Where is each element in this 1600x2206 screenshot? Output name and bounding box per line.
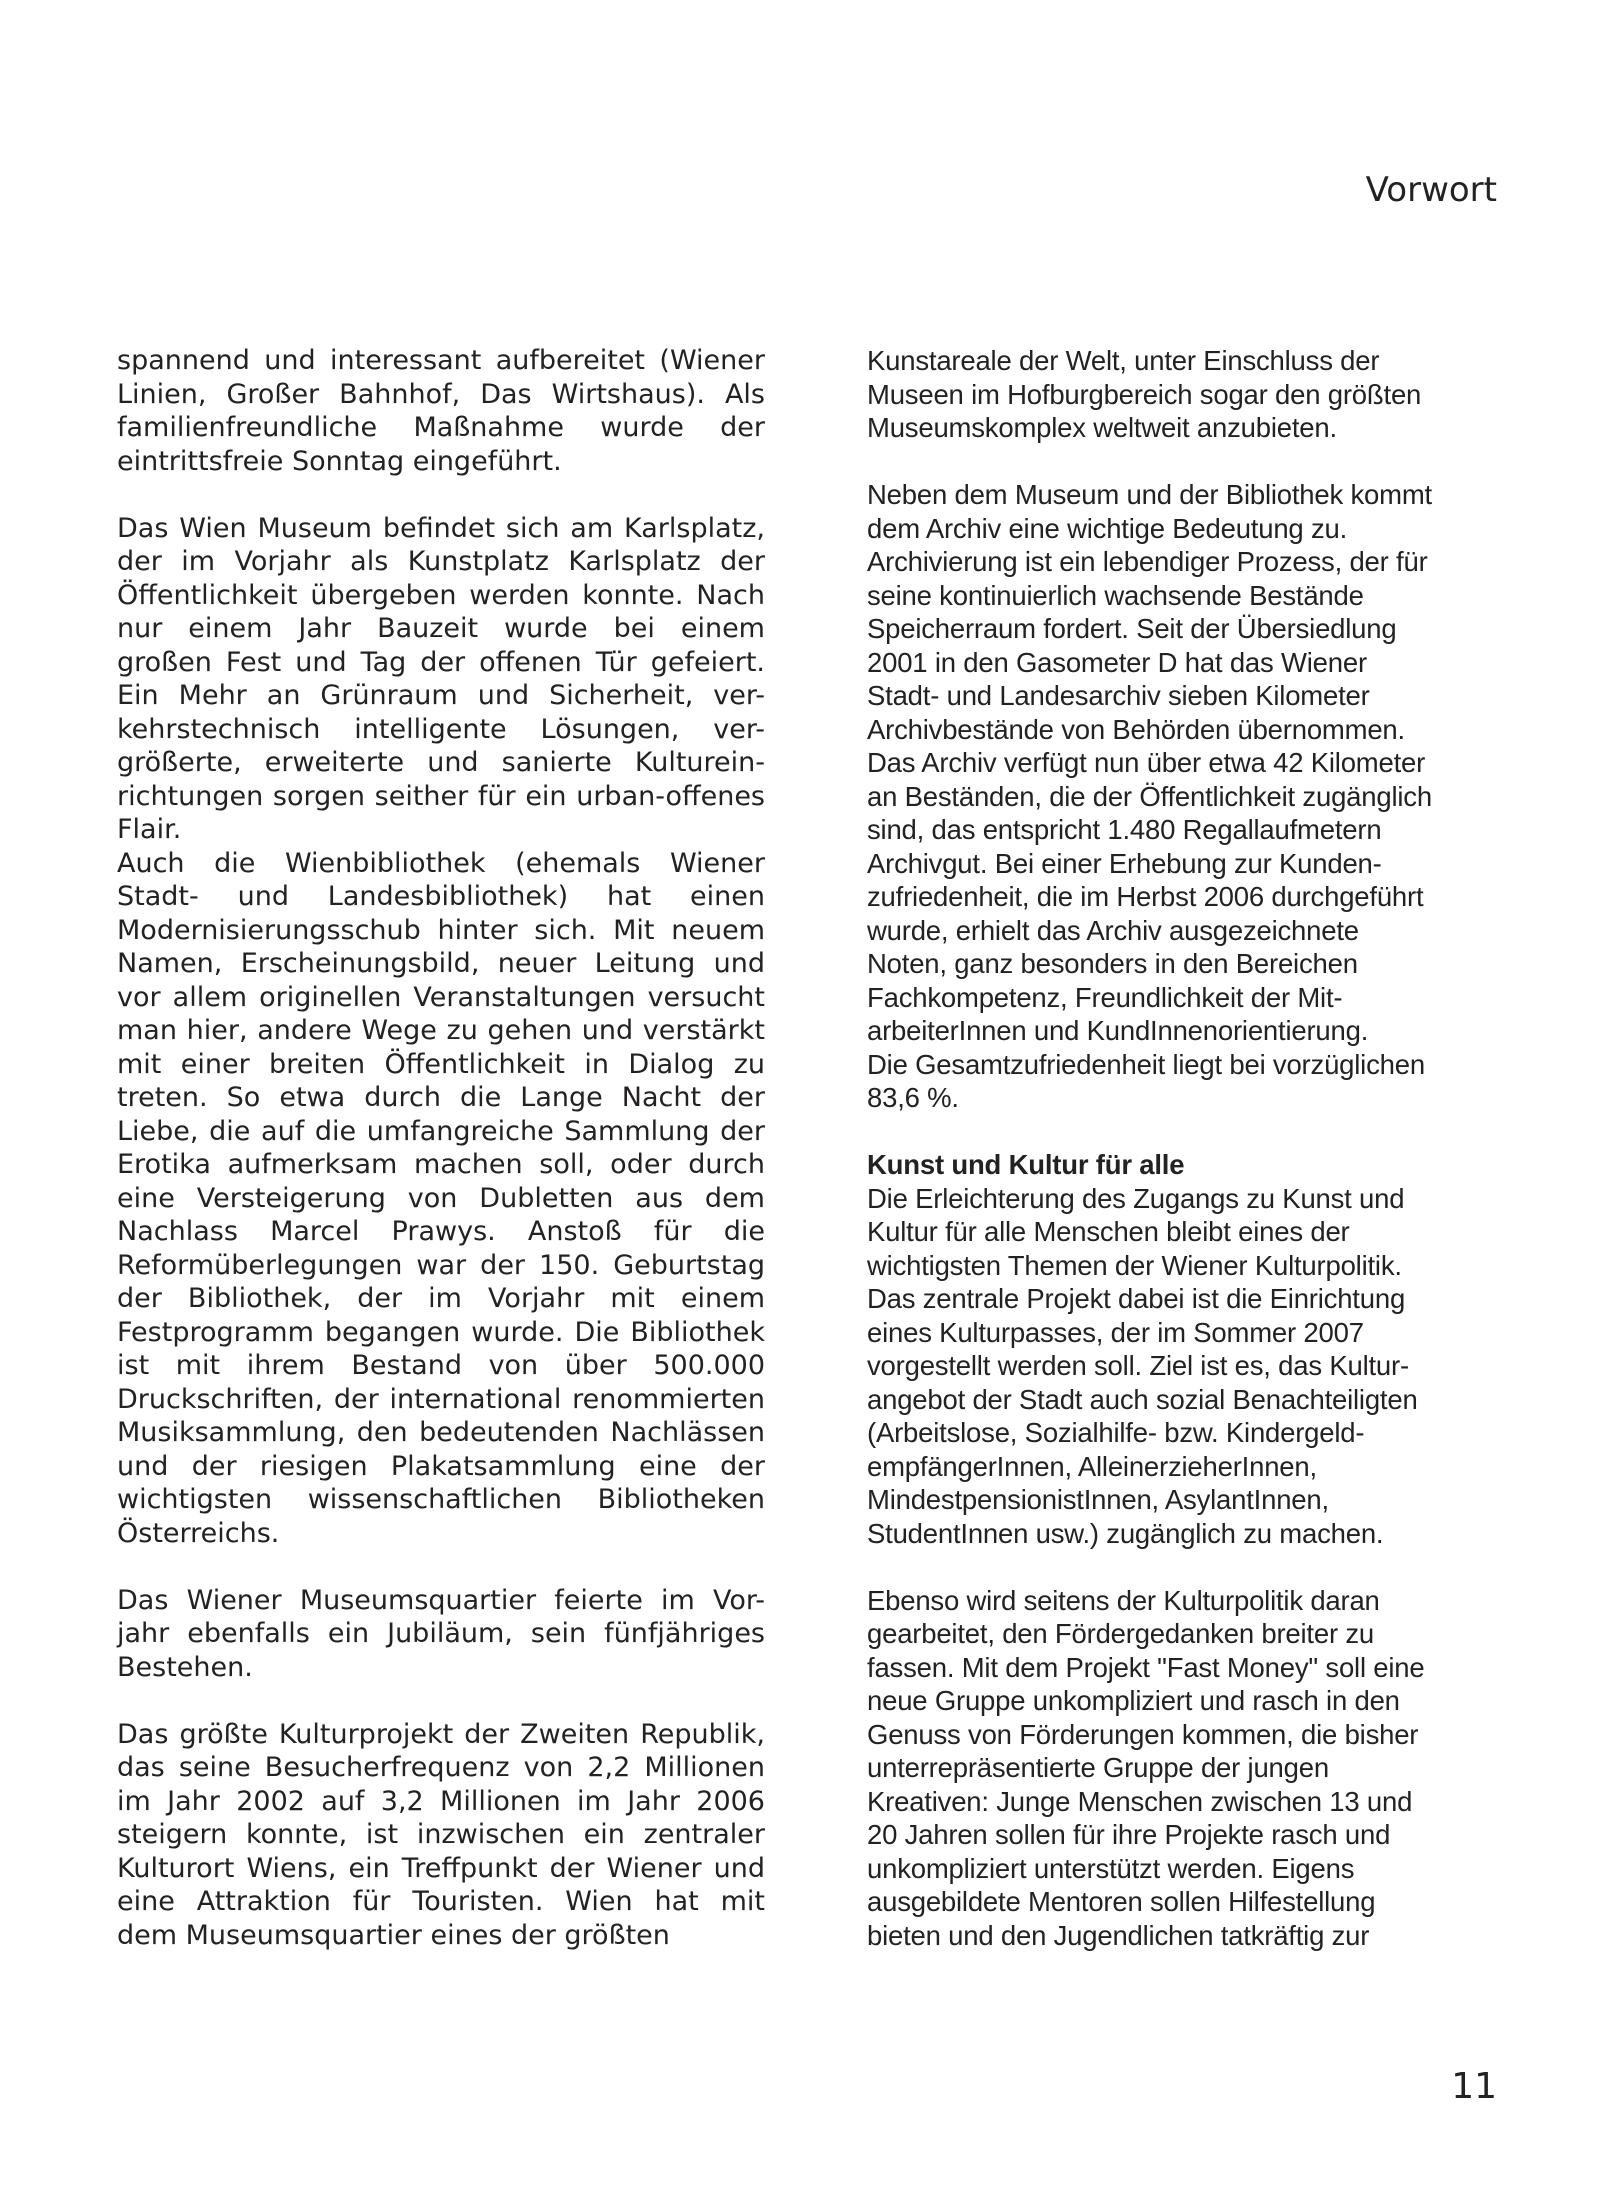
text-line: Neben dem Museum und der Bibliothek kommt [867,479,1432,510]
page-number: 11 [1451,2066,1497,2107]
text-column-right [867,344,1512,1952]
text-line: Auch die Wienbibliothek (ehemals Wiener [117,847,765,879]
text-line: Reformüberlegungen war der 150. Geburtstag [117,1249,765,1281]
text-line: vor allem originellen Veranstaltungen versucht [117,981,765,1013]
text-line: Die Gesamtzufriedenheit liegt bei vorzüglichen [867,1048,1425,1080]
text-line: Museen im Hofburgbereich sogar den größten [867,378,1422,410]
text-line: Stadt- und Landesarchiv sieben Kilometer [867,680,1370,711]
text-line: unkompliziert unterstützt werden. Eigens [867,1852,1355,1884]
text-line: der Bibliothek, der im Vorjahr mit einem [117,1283,765,1314]
text-line: Liebe, die auf die umfangreiche Sammlung der [117,1115,765,1147]
text-line: Nachlass Marcel Prawys. Anstoß für die [117,1216,765,1247]
text-line: Archivgut. Bei einer Erhebung zur Kunden- [867,847,1382,879]
text-line: wichtigsten Themen der Wiener Kulturpolitik. [867,1249,1402,1281]
text-line: gearbeitet, den Fördergedanken breiter zu [867,1618,1374,1649]
text-line: Das Archiv verfügt nun über etwa 42 Kilometer [867,747,1426,778]
text-column-left [117,344,765,1952]
text-line: Modernisierungsschub hinter sich. Mit neuem [117,914,765,946]
text-line: familienfreundliche Maßnahme wurde der [117,412,765,443]
text-line: und der riesigen Plakatsammlung eine der [117,1450,765,1482]
text-line: Speicherraum fordert. Seit der Übersiedlung [867,613,1397,644]
text-line: Kreativen: Junge Menschen zwischen 13 und [867,1785,1413,1817]
text-line: Ebenso wird seitens der Kulturpolitik daran [867,1584,1380,1616]
blank-line [867,1550,1512,1584]
text-line: nur einem Jahr Bauzeit wurde bei einem [117,613,765,644]
text-line: Kunstareale der Welt, unter Einschluss der [867,345,1380,376]
text-line: Kultur für alle Menschen bleibt eines der [867,1216,1350,1247]
text-line: Archivbestände von Behörden übernommen. [867,713,1405,745]
text-line: Öffentlichkeit übergeben werden konnte. Nach [117,579,765,611]
text-line: Musiksammlung, den bedeutenden Nachlässen [117,1417,765,1448]
text-line: Kulturort Wiens, ein Treffpunkt der Wiener und [117,1852,765,1884]
text-line: Namen, Erscheinungsbild, neuer Leitung und [117,948,765,979]
text-line: im Jahr 2002 auf 3,2 Millionen im Jahr 2006 [117,1785,765,1817]
text-line: Bestehen. [117,1651,253,1683]
text-line: spannend und interessant aufbereitet (Wiener [117,345,765,376]
text-line: fassen. Mit dem Projekt "Fast Money" soll eine [867,1651,1425,1683]
text-line: sind, das entspricht 1.480 Regallaufmetern [867,814,1382,845]
text-line: Das zentrale Projekt dabei ist die Einrichtung [867,1283,1406,1314]
text-line: eintrittsfreie Sonntag eingeführt. [117,445,562,477]
text-line: ist mit ihrem Bestand von über 500.000 [117,1350,765,1381]
section-subheading: Kunst und Kultur für alle [867,1149,1185,1180]
text-line: mit einer breiten Öffentlichkeit in Dialog zu [117,1048,765,1080]
blank-line [867,445,1512,479]
text-line: 2001 in den Gasometer D hat das Wiener [867,646,1367,678]
text-line: 83,6 %. [867,1082,959,1113]
text-line: steigern konnte, ist inzwischen ein zentraler [117,1819,765,1850]
text-line: jahr ebenfalls ein Jubiläum, sein fünfjähriges [117,1618,765,1649]
text-line: StudentInnen usw.) zugänglich zu machen. [867,1517,1384,1549]
text-line: bieten und den Jugendlichen tatkräftig zur [867,1919,1370,1951]
text-line: seine kontinuierlich wachsende Bestände [867,579,1364,611]
text-line: dem Museumsquartier eines der größten [117,1919,670,1951]
text-line: Festprogramm begangen wurde. Die Bibliothek [117,1316,765,1348]
text-line: angebot der Stadt auch sozial Benachteiligten [867,1383,1418,1415]
text-line: Stadt- und Landesbibliothek) hat einen [117,881,765,912]
text-line: empfängerInnen, AlleinerzieherInnen, [867,1450,1317,1482]
text-line: kehrstechnisch intelligente Lösungen, ver- [117,713,765,745]
text-line: Fachkompetenz, Freundlichkeit der Mit- [867,981,1343,1013]
text-line: großen Fest und Tag der offenen Tür gefeiert. [117,646,765,678]
text-line: Die Erleichterung des Zugangs zu Kunst und [867,1182,1405,1214]
text-line: Österreichs. [117,1517,280,1549]
text-line: dem Archiv eine wichtige Bedeutung zu. [867,512,1348,544]
blank-line [867,1115,1512,1149]
text-line: neue Gruppe unkompliziert und rasch in den [867,1685,1400,1716]
text-line: Flair. [117,814,182,845]
text-line: das seine Besucherfrequenz von 2,2 Millionen [117,1752,765,1783]
blank-line [117,1684,765,1718]
text-line: 20 Jahren sollen für ihre Projekte rasch und [867,1819,1391,1850]
text-line: Museumskomplex weltweit anzubieten. [867,412,1337,443]
text-line: eine Attraktion für Touristen. Wien hat mit [117,1886,765,1917]
text-line: Das Wiener Museumsquartier feierte im Vor- [117,1584,765,1616]
text-line: unterrepräsentierte Gruppe der jungen [867,1752,1329,1783]
text-line: Archivierung ist ein lebendiger Prozess, der für [867,546,1428,577]
text-line: richtungen sorgen seither für ein urban-offenes [117,780,765,812]
text-line: man hier, andere Wege zu gehen und verstärkt [117,1015,765,1046]
text-line: eine Versteigerung von Dubletten aus dem [117,1182,765,1214]
text-line: (Arbeitslose, Sozialhilfe- bzw. Kindergeld- [867,1417,1365,1448]
text-line: an Beständen, die der Öffentlichkeit zugänglich [867,780,1432,812]
text-line: der im Vorjahr als Kunstplatz Karlsplatz der [117,546,765,577]
text-line: arbeiterInnen und KundInnenorientierung. [867,1015,1369,1046]
blank-line [117,1550,765,1584]
text-line: wichtigsten wissenschaftlichen Bibliotheken [117,1484,765,1515]
text-line: treten. So etwa durch die Lange Nacht der [117,1082,765,1113]
text-line: zufriedenheit, die im Herbst 2006 durchgeführt [867,881,1424,912]
text-line: Druckschriften, der international renommierten [117,1383,765,1415]
text-line: wurde, erhielt das Archiv ausgezeichnete [867,914,1359,946]
text-line: Noten, ganz besonders in den Bereichen [867,948,1358,979]
text-line: Genuss von Förderungen kommen, die bisher [867,1718,1419,1750]
text-line: Linien, Großer Bahnhof, Das Wirtshaus). Als [117,378,765,410]
text-line: MindestpensionistInnen, AsylantInnen, [867,1484,1329,1515]
text-line: eines Kulturpasses, der im Sommer 2007 [867,1316,1364,1348]
page-header-title: Vorwort [1365,170,1497,210]
text-line: ausgebildete Mentoren sollen Hilfestellung [867,1886,1376,1917]
text-line: größerte, erweiterte und sanierte Kulturein- [117,747,765,778]
blank-line [117,478,765,512]
text-line: Das Wien Museum befindet sich am Karlsplatz, [117,512,765,544]
text-line: vorgestellt werden soll. Ziel ist es, das Kultur- [867,1350,1409,1381]
text-line: Erotika aufmerksam machen soll, oder durch [117,1149,765,1180]
text-line: Ein Mehr an Grünraum und Sicherheit, ver- [117,680,765,711]
text-line: Das größte Kulturprojekt der Zweiten Republik, [117,1718,765,1750]
